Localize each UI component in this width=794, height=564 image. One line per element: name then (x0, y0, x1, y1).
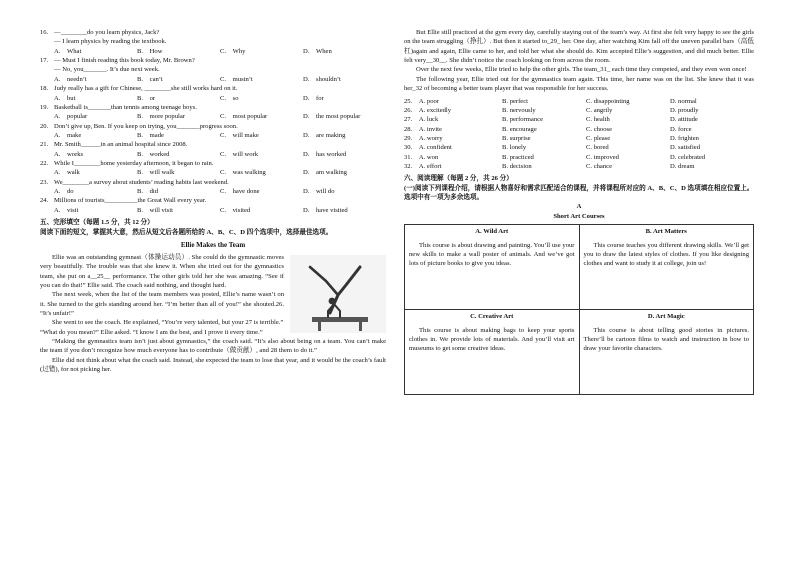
question-line (40, 103, 386, 112)
passage-title: Ellie Makes the Team (180, 240, 246, 249)
option-row (40, 75, 386, 84)
option: C. visited (220, 206, 251, 214)
option: B. did (137, 188, 159, 196)
option: C. was walking (220, 169, 266, 177)
option: B. will visit (137, 206, 173, 214)
course-cell (579, 225, 754, 310)
answer-option: C. disappointing (586, 97, 630, 105)
option: C. have done (220, 188, 260, 196)
question-number: 19. (40, 103, 49, 111)
option: D. for (303, 94, 324, 102)
option: A. works (54, 150, 84, 158)
answer-option: D. dream (670, 163, 695, 171)
option: C. so (220, 94, 239, 102)
passage-paragraph-9: The following year, Ellie tried out for the gymnastics team again. This time, her name was on the list. She knew that it was her_32 of becoming a better team player that was responsible for her success. (404, 75, 754, 93)
answer-option: D. frighten (670, 134, 699, 142)
question-text: Millions of tourists__________the Great Wall every year. (54, 197, 207, 205)
option: A. make (54, 131, 82, 139)
option-row (40, 131, 386, 140)
answer-option: D. satisfied (670, 144, 701, 152)
question-line (40, 122, 386, 131)
course-name: D. Art Magic (647, 313, 685, 321)
section-6-instruction: (一)阅读下列课程介绍，请根据人物喜好和需求匹配适合的课程，并将课程所对应的 A、B、C、D 选项填在相应位置上。选项中有一项为多余选项。 (404, 184, 754, 202)
answer-option: D. force (670, 125, 692, 133)
course-description: This course is about making bags to keep your sports clothes in. We provide lots of materials. And you’ll visit art museums to get some creative ideas. (409, 326, 575, 353)
question-line (40, 159, 386, 168)
question-number: 16. (40, 29, 49, 36)
option: B. How (137, 47, 163, 55)
question-text: Don’t give up, Ben. If you keep on trying, you_______progress soon. (54, 122, 238, 130)
question-line (40, 178, 386, 187)
answer-option: B. lonely (502, 144, 527, 152)
answer-option: C. bored (586, 144, 609, 152)
answer-option: B. nervously (502, 106, 536, 114)
courses-subtitle: Short Art Courses (553, 212, 605, 220)
answer-option: C. please (586, 134, 611, 142)
option-row (40, 112, 386, 121)
course-cell (405, 310, 580, 395)
option: C. Why (220, 47, 246, 55)
gymnast-illustration (290, 255, 386, 333)
option: D. When (303, 47, 332, 55)
option: C. mustn’t (220, 75, 253, 83)
section-6-heading: 六、阅读理解（每题 2 分，共 26 分） (404, 175, 513, 183)
question-number: 18. (40, 85, 49, 93)
option: B. more popular (137, 113, 185, 121)
course-description: This course teaches you different drawing skills. We’ll get you to draw the latest styles of clothes. If you like designing clothes and want to study it at college, join us! (583, 241, 749, 268)
answer-option: 26. A. excitedly (404, 106, 452, 114)
question-text: — Must I finish reading this book today, Mr. Brown? (54, 57, 195, 65)
course-name: B. Art Matters (645, 228, 687, 236)
question-text: While I________home yesterday afternoon, it began to rain. (54, 160, 214, 168)
question-line (40, 196, 386, 205)
option: A. visit (54, 206, 79, 214)
option: D. are making (303, 131, 346, 139)
answer-option: 29. A. worry (404, 134, 443, 142)
option: B. made (137, 131, 164, 139)
question-line (40, 84, 386, 93)
question-text: — I learn physics by reading the textbook. (54, 38, 167, 46)
question-text: —________do you learn physics, Jack? (54, 29, 160, 36)
answer-option: 28. A. invite (404, 125, 442, 133)
answer-option: 30. A. confident (404, 144, 452, 152)
question-number: 17. (40, 57, 49, 65)
option: D. shouldn’t (303, 75, 341, 83)
cloze-options (404, 97, 754, 172)
option: D. has worked (303, 150, 347, 158)
option-row (40, 187, 386, 196)
course-name: C. Creative Art (470, 313, 514, 321)
option: A. needn’t (54, 75, 87, 83)
option: D. am walking (303, 169, 347, 177)
option: C. will work (220, 150, 259, 158)
answer-row (404, 125, 754, 134)
answer-option: C. angrily (586, 106, 613, 114)
option: B. will walk (137, 169, 175, 177)
question-line (40, 65, 386, 74)
question-number (40, 65, 54, 74)
answer-option: D. normal (670, 97, 697, 105)
question-line (40, 28, 386, 37)
answer-option: B. encourage (502, 125, 537, 133)
option: C. most popular (220, 113, 268, 121)
passage-paragraph-7: But Ellie still practiced at the gym every day, carefully staying out of the team’s way. At first she felt very happy to see the girls on the team struggling（挣扎）. But then it started to_29_ her. One day, after watching Kim fall off the uneven parallel bars（高低杠)again and again, Ellie came to her, and told her what she should do. Kim accepted Ellie’s suggestion, and did much better. Ellie felt very__30__. She didn’t notice the coach looking on from across the room. (404, 29, 754, 65)
question-text: Basketball is_______than tennis among teenage boys. (54, 103, 197, 111)
answer-option: B. surprise (502, 134, 531, 142)
answer-row (404, 134, 754, 143)
passage-paragraph-3: She went to see the coach. He explained, “You’re very talented, but your 27 is terrible.” (52, 319, 284, 327)
option: B. can’t (137, 75, 163, 83)
course-cell (579, 310, 754, 395)
answer-option: C. health (586, 116, 610, 124)
answer-option: 25. A. poor (404, 97, 439, 105)
option-row (40, 168, 386, 177)
option: A. but (54, 94, 76, 102)
option: A. popular (54, 113, 88, 121)
answer-option: D. attitude (670, 116, 698, 124)
answer-option: B. practiced (502, 153, 534, 161)
option: A. do (54, 188, 74, 196)
question-number: 21. (40, 141, 49, 149)
option-row (40, 206, 386, 215)
question-number: 22. (40, 160, 49, 168)
option: D. the most popular (303, 113, 361, 121)
answer-option: 31. A. won (404, 153, 439, 161)
answer-option: B. decision (502, 163, 532, 171)
question-line (40, 56, 386, 65)
question-text: We________a survey about students’ reading habits last weekend. (54, 178, 229, 186)
passage-paragraph-6: Ellie did not think about what the coach said. Instead, she expected the team to lose that year, and it would be the coach’s fault (过错), for not picking her. (40, 356, 386, 374)
left-column (40, 28, 386, 375)
right-column (404, 28, 754, 395)
answer-option: C. chance (586, 163, 612, 171)
passage-paragraph-5: “Making the gymnastics team isn’t just about gymnastics,” the coach said. “It’s also about being on a team. You can’t make the team if you don’t recognize how much everyone has to contribute（做贡献）, and 28 them to do it.” (40, 338, 386, 355)
course-description: This course is about telling good stories in pictures. There’ll be cartoon films to watch and instruction in how to draw your favorite characters. (583, 326, 749, 353)
answer-option: 32. A. effort (404, 163, 442, 171)
option-row (40, 47, 386, 56)
question-number: 24. (40, 197, 49, 205)
answer-option: C. improved (586, 153, 619, 161)
answer-row (404, 115, 754, 124)
answer-option: C. choose (586, 125, 613, 133)
course-description: This course is about drawing and painting. You’ll use your new skills to make a wall poster of animals. And we’ve got lots of picture books to give you ideas. (409, 241, 575, 268)
answer-row (404, 143, 754, 152)
section-5-heading: 五、完形填空（每题 1.5 分，共 12 分） (40, 219, 154, 227)
courses-table (404, 224, 754, 395)
answer-option: 27. A. luck (404, 116, 439, 124)
passage-paragraph-8: Over the next few weeks, Ellie tried to help the other girls. The team_31_ each time they competed, and they even won once! (416, 66, 747, 74)
answer-option: D. celebrated (670, 153, 706, 161)
question-text: — No, you_______. It’s due next week. (54, 66, 160, 74)
answer-row (404, 162, 754, 171)
question-text: Mr. Smith______in an animal hospital since 2008. (54, 141, 188, 149)
single-choice-questions (40, 28, 386, 215)
part-letter: A (576, 203, 582, 211)
course-name: A. Wild Art (475, 228, 509, 236)
exam-page (40, 28, 754, 564)
option-row (40, 94, 386, 103)
answer-row (404, 106, 754, 115)
question-number (40, 37, 54, 46)
section-5-instruction: 阅读下面的短文，掌握其大意，然后从短文后各题所给的 A、B、C、D 四个选项中，选择最佳选项。 (40, 228, 333, 236)
passage-paragraph-1: Ellie was an outstanding gymnast（体操运动员）. She could do the gymnastic moves very beautifully. The trouble was that she knew it. When she tried out for the gymnastics team, she put on a__25__ performance. The other girls told her she was amazing. “See if you can do that!” Ellie said. The coach said nothing, and thought hard. (40, 253, 284, 289)
question-number: 20. (40, 122, 49, 130)
option: D. have visited (303, 206, 348, 214)
option: A. walk (54, 169, 80, 177)
answer-row (404, 153, 754, 162)
option: B. or (137, 94, 156, 102)
answer-option: D. proudly (670, 106, 699, 114)
passage-paragraph-4: “What do you mean?” Ellie asked. “I know I am the best, and I prove it every time.” (40, 328, 263, 336)
option: C. will make (220, 131, 259, 139)
option: A. What (54, 47, 82, 55)
option: B. worked (137, 150, 170, 158)
option: D. will do (303, 188, 335, 196)
option-row (40, 150, 386, 159)
question-line (40, 37, 386, 46)
answer-row (404, 97, 754, 106)
answer-option: B. perfect (502, 97, 528, 105)
answer-option: B. performance (502, 116, 544, 124)
question-number: 23. (40, 178, 49, 186)
passage-paragraph-2: The next week, when the list of the team members was posted, Ellie’s name wasn’t on it. She turned to the girls standing around her. “I’m better than all of you!” she shouted.26. “It’s unfair!” (40, 291, 284, 317)
question-text: Judy really has a gift for Chinese, ________she still works hard on it. (54, 85, 238, 93)
question-line (40, 140, 386, 149)
course-cell (405, 225, 580, 310)
passage-body (40, 253, 386, 375)
